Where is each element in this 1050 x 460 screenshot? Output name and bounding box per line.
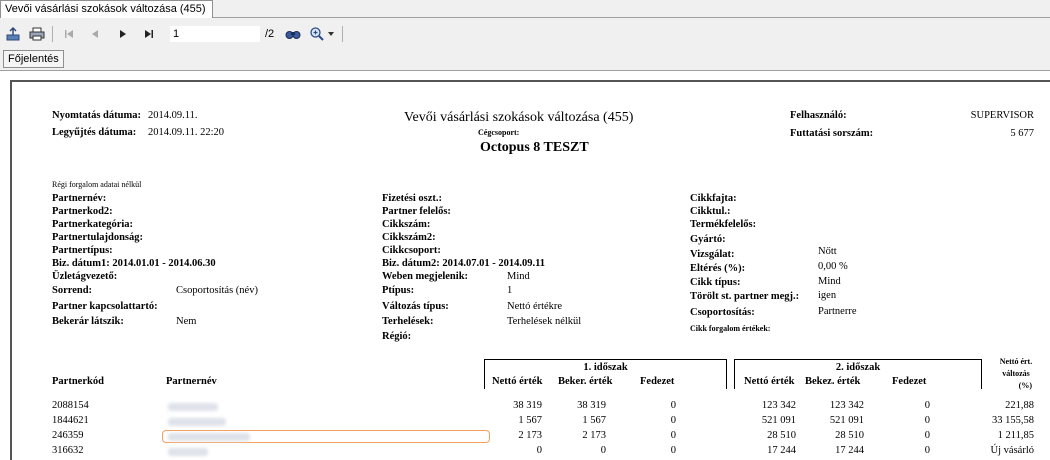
filter-label: Cikkcsoport: [382, 245, 441, 256]
filter-label: Gyártó: [690, 234, 726, 245]
row-margin1: 0 [670, 430, 676, 441]
row-margin2: 0 [924, 445, 930, 456]
collect-date: 2014.09.11. 22:20 [148, 127, 225, 138]
filter-label: Törölt st. partner megj.: [690, 291, 800, 302]
filter-label: Partnertulajdonság: [52, 232, 143, 243]
filter-value: Mind [507, 271, 530, 282]
row-code: 316632 [52, 445, 84, 456]
row-net2: 521 091 [761, 415, 796, 426]
filter-label: Üzletágvezető: [52, 271, 118, 282]
chevron-down-icon[interactable] [326, 25, 336, 43]
filter-label: Partner kapcsolattartó: [52, 301, 158, 312]
filter-label: Fizetési oszt.: [382, 193, 443, 204]
partner-name-redacted [168, 418, 226, 426]
filter-label: Partnernév: [52, 193, 107, 204]
toolbar-separator [52, 26, 53, 42]
toolbar-separator [342, 26, 343, 42]
filter-value: igen [818, 290, 837, 301]
page-number-input[interactable]: 1 [170, 26, 260, 42]
row-net2: 17 244 [767, 445, 796, 456]
filter-label: Vizsgálat: [690, 249, 735, 260]
filter-label: Partnertípus: [52, 245, 113, 256]
filter-value: Terhelések nélkül [507, 316, 582, 327]
filter-label: Terhelések: [382, 316, 434, 327]
col-purch2: Bekez. érték [805, 376, 861, 387]
row-net1: 1 567 [518, 415, 542, 426]
filter-value: Mind [818, 276, 841, 287]
first-page-icon[interactable] [60, 25, 78, 43]
run-number: 5 677 [1010, 128, 1034, 139]
row-code: 1844621 [52, 415, 89, 426]
row-margin2: 0 [924, 415, 930, 426]
row-purch2: 521 091 [829, 415, 864, 426]
col-margin1: Fedezet [640, 376, 675, 387]
filter-value: 1 [507, 285, 513, 296]
page-total: /2 [265, 28, 275, 40]
col-net1: Nettó érték [492, 376, 543, 387]
partner-name-redacted [168, 403, 218, 411]
run-label: Futtatási sorszám: [790, 128, 874, 139]
filter-label: Cikkszám2: [382, 232, 436, 243]
partner-name-redacted [168, 433, 250, 441]
filter-label: Weben megjelenik: [382, 271, 469, 282]
filter-label: Változás típus: [382, 301, 449, 312]
filter-value: Nem [176, 316, 197, 327]
row-purch1: 0 [600, 445, 606, 456]
row-margin1: 0 [670, 445, 676, 456]
filter-label: Partnerkod2: [52, 206, 113, 217]
filter-label: Cikkszám: [382, 219, 431, 230]
row-margin1: 0 [670, 400, 676, 411]
prev-page-icon[interactable] [86, 25, 104, 43]
report-title: Vevői vásárlási szokások változása (455) [404, 110, 634, 125]
find-icon[interactable] [284, 25, 302, 43]
row-purch1: 38 319 [577, 400, 606, 411]
row-change: 221,88 [1005, 400, 1034, 411]
report-toolbar [0, 22, 1050, 46]
main-report-tab[interactable] [3, 50, 64, 68]
row-net2: 28 510 [767, 430, 796, 441]
main-report-tab-label: Főjelentés [8, 53, 59, 65]
filter-label: Cikk forgalom értékek: [690, 324, 771, 333]
group-label: Cégcsoport: [478, 128, 520, 137]
filter-label: Cikkfajta: [690, 193, 737, 204]
period1-label: 1. időszak [583, 362, 628, 373]
last-page-icon[interactable] [140, 25, 158, 43]
report-tab-label: Vevői vásárlási szokások változása (455) [5, 3, 206, 15]
user-label: Felhasználó: [790, 110, 847, 121]
row-purch1: 2 173 [582, 430, 606, 441]
row-change: 33 155,58 [992, 415, 1034, 426]
filter-label: Sorrend: [52, 285, 93, 296]
filter-value: 0,00 % [818, 261, 848, 272]
row-net2: 123 342 [761, 400, 796, 411]
row-net1: 0 [536, 445, 542, 456]
filter-label: Csoportosítás: [690, 307, 755, 318]
print-icon[interactable] [28, 25, 46, 43]
row-code: 246359 [52, 430, 84, 441]
next-page-icon[interactable] [114, 25, 132, 43]
row-code: 2088154 [52, 400, 89, 411]
row-margin1: 0 [670, 415, 676, 426]
row-net1: 2 173 [518, 430, 542, 441]
row-purch2: 28 510 [835, 430, 864, 441]
partner-name-redacted [168, 448, 208, 456]
zoom-icon[interactable] [308, 25, 326, 43]
row-margin2: 0 [924, 430, 930, 441]
filter-value: Nettó értékre [507, 301, 563, 312]
change-header-3: (%) [1018, 381, 1032, 390]
filter-label: Termékfelelős: [690, 219, 757, 230]
group-name: Octopus 8 TESZT [480, 140, 589, 155]
filter-label: Ptípus: [382, 285, 415, 296]
export-icon[interactable] [4, 25, 22, 43]
row-change: 1 211,85 [997, 430, 1034, 441]
print-date-label: Nyomtatás dátuma: [52, 110, 141, 121]
collect-date-label: Legyűjtés dátuma: [52, 127, 137, 138]
filter-label: Biz. dátum1: 2014.01.01 - 2014.06.30 [52, 258, 216, 269]
filter-value: Nőtt [818, 246, 837, 257]
filter-label: Cikktul.: [690, 206, 731, 217]
row-purch2: 123 342 [829, 400, 864, 411]
filter-label: Eltérés (%): [690, 263, 746, 274]
document-tab-bar [0, 0, 1050, 18]
filter-label: Régió: [382, 331, 412, 342]
col-margin2: Fedezet [892, 376, 927, 387]
col-net2: Nettó érték [744, 376, 795, 387]
filter-value: Csoportosítás (név) [176, 285, 258, 296]
filter-label: Cikk típus: [690, 277, 741, 288]
report-tab[interactable] [0, 0, 213, 18]
print-date: 2014.09.11. [148, 110, 198, 121]
period2-label: 2. időszak [835, 362, 881, 373]
filter-label: Partnerkategória: [52, 219, 134, 230]
report-page [10, 80, 1050, 460]
col-partner-code: Partnerkód [52, 376, 104, 387]
col-purch1: Beker. érték [558, 376, 613, 387]
col-partner-name: Partnernév [166, 376, 217, 387]
change-header-2: változás [1002, 369, 1030, 378]
row-net1: 38 319 [513, 400, 542, 411]
change-header-1: Nettó ért. [999, 357, 1033, 366]
user-name: SUPERVISOR [970, 110, 1034, 121]
row-purch1: 1 567 [582, 415, 606, 426]
row-margin2: 0 [924, 400, 930, 411]
filter-label: Bekerár látszik: [52, 316, 124, 327]
filter-value: Partnerre [818, 306, 857, 317]
filter-label: Biz. dátum2: 2014.07.01 - 2014.09.11 [382, 258, 546, 269]
filter-label: Partner felelős: [382, 206, 451, 217]
report-note: Régi forgalom adatai nélkül [52, 180, 142, 189]
row-change: Új vásárló [990, 445, 1034, 456]
row-purch2: 17 244 [835, 445, 864, 456]
